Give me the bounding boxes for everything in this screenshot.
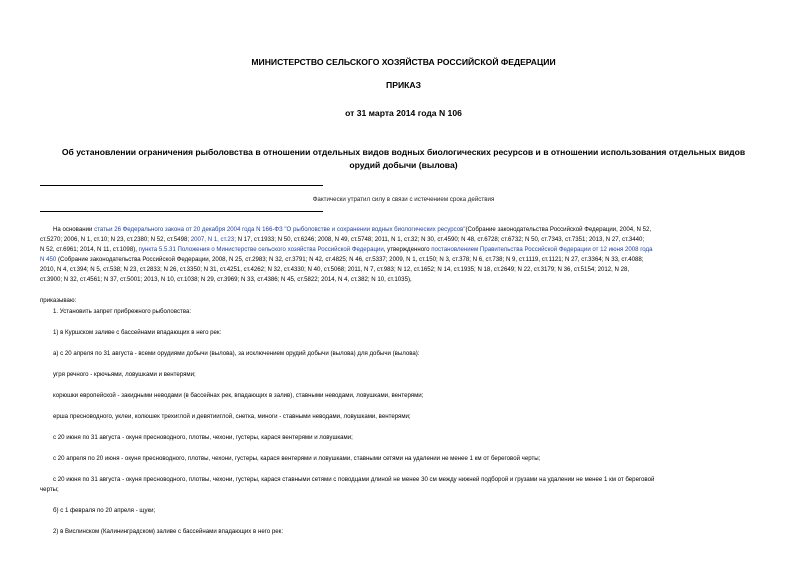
status-note: Фактически утратил силу в связи с истечением срока действия [312,196,495,203]
preamble-line: N 52, ст.6961; 2014, N 11, ст.1098), пункта 5.5.31 Положения о Министерстве сельского хозяйства Российской Федерации, утвержденного постановлением Правительства Российской Федерации от 12 июня 2008 года [40,246,653,253]
preamble-line: ст.5270; 2006, N 1, ст.10; N 23, ст.2380; N 52, ст.5498; 2007, N 1, ст.23; N 17, ст.1933; N 50, ст.6246; 2008, N 49, ст.5748; 2011, N 1, ст.32; N 30, ст.4590; N 48, ст.6728; ст.6732; N 50, ст.7343, ст.7351; 2013, N 27, ст.3440; [40,236,645,243]
preamble-line: На основании статьи 26 Федерального закона от 20 декабря 2004 года N 166-ФЗ "О рыболовстве и сохранении водных биологических ресурсов"(Собрание законодательства Российской Федерации, 2004, N 52, [53,226,652,233]
document-date: от 31 марта 2014 года N 106 [345,108,462,118]
order-word: приказываю: [40,297,77,304]
divider-bottom [40,211,323,212]
paragraph: с 20 апреля по 20 июня - окуня пресноводного, плотвы, чехони, густеры, карася вентерями и ловушками, ставными сетями на удалении не менее 1 км от береговой черты; [53,455,541,462]
document-type-heading: ПРИКАЗ [386,80,421,90]
paragraph: с 20 июня по 31 августа - окуня пресноводного, плотвы, чехони, густеры, карася ставными сетями с поводцами длиной не менее 30 см между нижней подборой и грузами на удалении не менее 1 км от береговой [53,476,655,483]
paragraph: 1) в Куршском заливе с бассейнами впадающих в него рек: [53,329,222,336]
paragraph: корюшки европейской - закидными неводами (в бассейнах рек, впадающих в залив), ставными неводами, ловушками, вентерями; [53,392,424,399]
ministry-heading: МИНИСТЕРСТВО СЕЛЬСКОГО ХОЗЯЙСТВА РОССИЙСКОЙ ФЕДЕРАЦИИ [251,57,556,67]
paragraph: с 20 июня по 31 августа - окуня пресноводного, плотвы, чехони, густеры, карася вентерями и ловушками; [53,434,353,441]
document-title-line: орудий добычи (вылова) [349,160,458,170]
resolution-number-link[interactable]: N 450 [40,256,57,263]
preamble-line: 2010, N 4, ст.394; N 5, ст.538; N 23, ст.2833; N 26, ст.3350; N 31, ст.4251, ст.4262; N 32, ст.4330; N 40, ст.5068; 2011, N 7, ст.983; N 12, ст.1652; N 14, ст.1935; N 18, ст.2649; N 22, ст.3179; N 36, ст.5154; 2012, N 28, [40,266,630,273]
paragraph-continuation: черты; [40,486,59,493]
paragraph: б) с 1 февраля по 20 апреля - щуки; [53,507,156,514]
paragraph: ерша пресноводного, уклеи, колюшек трехиглой и девятииглой, снетка, миноги - ставными неводами, ловушками, вентерями; [53,413,411,420]
preamble-line: ст.3900; N 32, ст.4561; N 37, ст.5001; 2013, N 10, ст.1038; N 29, ст.3969; N 33, ст.4386; N 45, ст.5822; 2014, N 4, ст.382; N 10, ст.1035), [40,276,412,283]
paragraph: а) с 20 апреля по 31 августа - всеми орудиями добычи (вылова), за исключением орудий добычи (вылова) для добычи (вылова): [53,350,420,357]
law-link[interactable]: статьи 26 Федерального закона от 20 декабря 2004 года N 166-ФЗ "О рыболовстве и сохранении водных биологических ресурсов" [94,226,466,233]
regulation-link[interactable]: пункта 5.5.31 Положения о Министерстве сельского хозяйства Российской Федерации [138,246,384,253]
divider-top [40,185,323,186]
paragraph: угря речного - крючьями, ловушками и вентерями; [53,371,196,378]
paragraph: 2) в Вислинском (Калининградском) заливе с бассейнами впадающих в него рек: [53,528,284,535]
document-title-line: Об установлении ограничения рыболовства в отношении отдельных видов водных биологических ресурсов и в отношении использования отдельных видов [61,147,746,157]
citation-link[interactable]: 2007, N 1, ст.23 [190,236,235,243]
document-title [40,146,767,172]
resolution-link[interactable]: постановлением Правительства Российской Федерации от 12 июня 2008 года [431,246,653,253]
preamble-line: N 450 (Собрание законодательства Российской Федерации, 2008, N 25, ст.2983; N 32, ст.3791; N 42, ст.4825; N 46, ст.5337; 2009, N 1, ст.150; N 3, ст.378; N 6, ст.738; N 9, ст.1119, ст.1121; N 27, ст.3364; N 33, ст.4088; [40,256,644,263]
paragraph: 1. Установить запрет прибрежного рыболовства: [53,308,192,315]
